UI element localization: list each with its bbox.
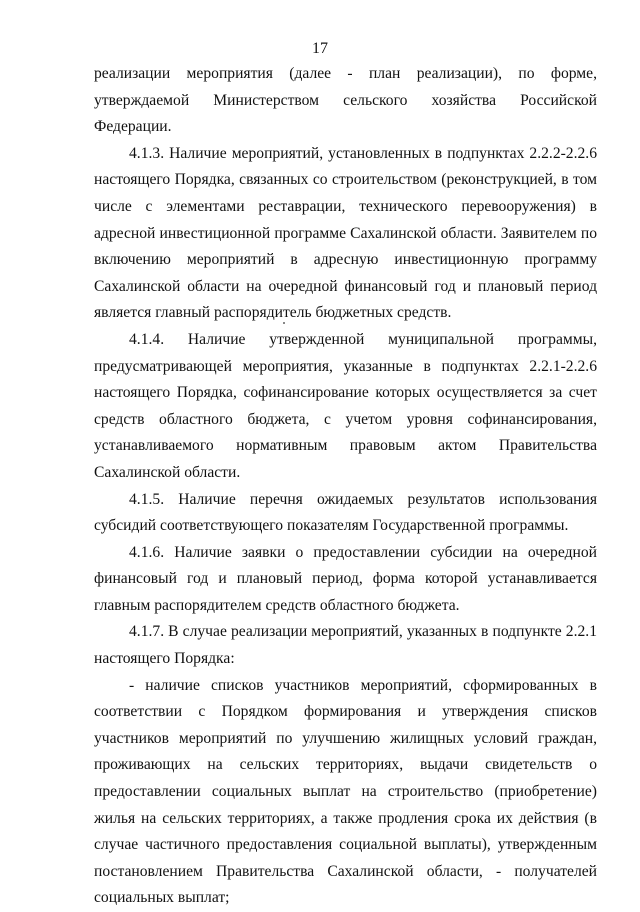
- page-number: 17: [312, 40, 328, 57]
- paragraph-4-1-5: 4.1.5. Наличие перечня ожидаемых результатов использования субсидий соответствующего показателям Государственной программы.: [94, 490, 597, 535]
- paragraph-4-1-7: 4.1.7. В случае реализации мероприятий, указанных в подпункте 2.2.1 настоящего Порядка:: [94, 623, 597, 668]
- paragraph-4-1-4: 4.1.4. Наличие утвержденной муниципальной программы, предусматривающей мероприятия, указанные в подпунктах 2.2.1-2.2.6 настоящего Порядка, софинансирование которых осуществляется за счет средств областного бюджета, с учетом уровня софинансирования, устанавливаемого нормативным правовым актом Правительства Сахалинской области.: [94, 330, 597, 481]
- paragraph-4-1-6: 4.1.6. Наличие заявки о предоставлении субсидии на очередной финансовый год и плановый период, форма которой устанавливается главным распорядителем средств областного бюджета.: [94, 543, 597, 614]
- paragraph-4-1-3: 4.1.3. Наличие мероприятий, установленных в подпунктах 2.2.2-2.2.6 настоящего Порядка, связанных со строительством (реконструкцией, в том числе с элементами реставрации, технического перевооружения) в адресной инвестиционной программе Сахалинской области. Заявителем по включению мероприятий в адресную инвестиционную программу Сахалинской области на очередной финансовый год и плановый период является главный распорядитель бюджетных средств.: [94, 144, 597, 322]
- scan-speck: [283, 322, 285, 324]
- paragraph-continuation: реализации мероприятия (далее - план реализации), по форме, утверждаемой Министерством сельского хозяйства Российской Федерации.: [94, 65, 597, 136]
- body-text: [94, 61, 597, 912]
- paragraph-list-item: - наличие списков участников мероприятий, сформированных в соответствии с Порядком формирования и утверждения списков участников мероприятий по улучшению жилищных условий граждан, проживающих на сельских территориях, выдачи свидетельств о предоставлении социальных выплат на строительство (приобретение) жилья на сельских территориях, а также продления срока их действия (в случае частичного предоставления социальной выплаты), утвержденным постановлением Правительства Сахалинской области, - получателей социальных выплат;: [94, 676, 597, 907]
